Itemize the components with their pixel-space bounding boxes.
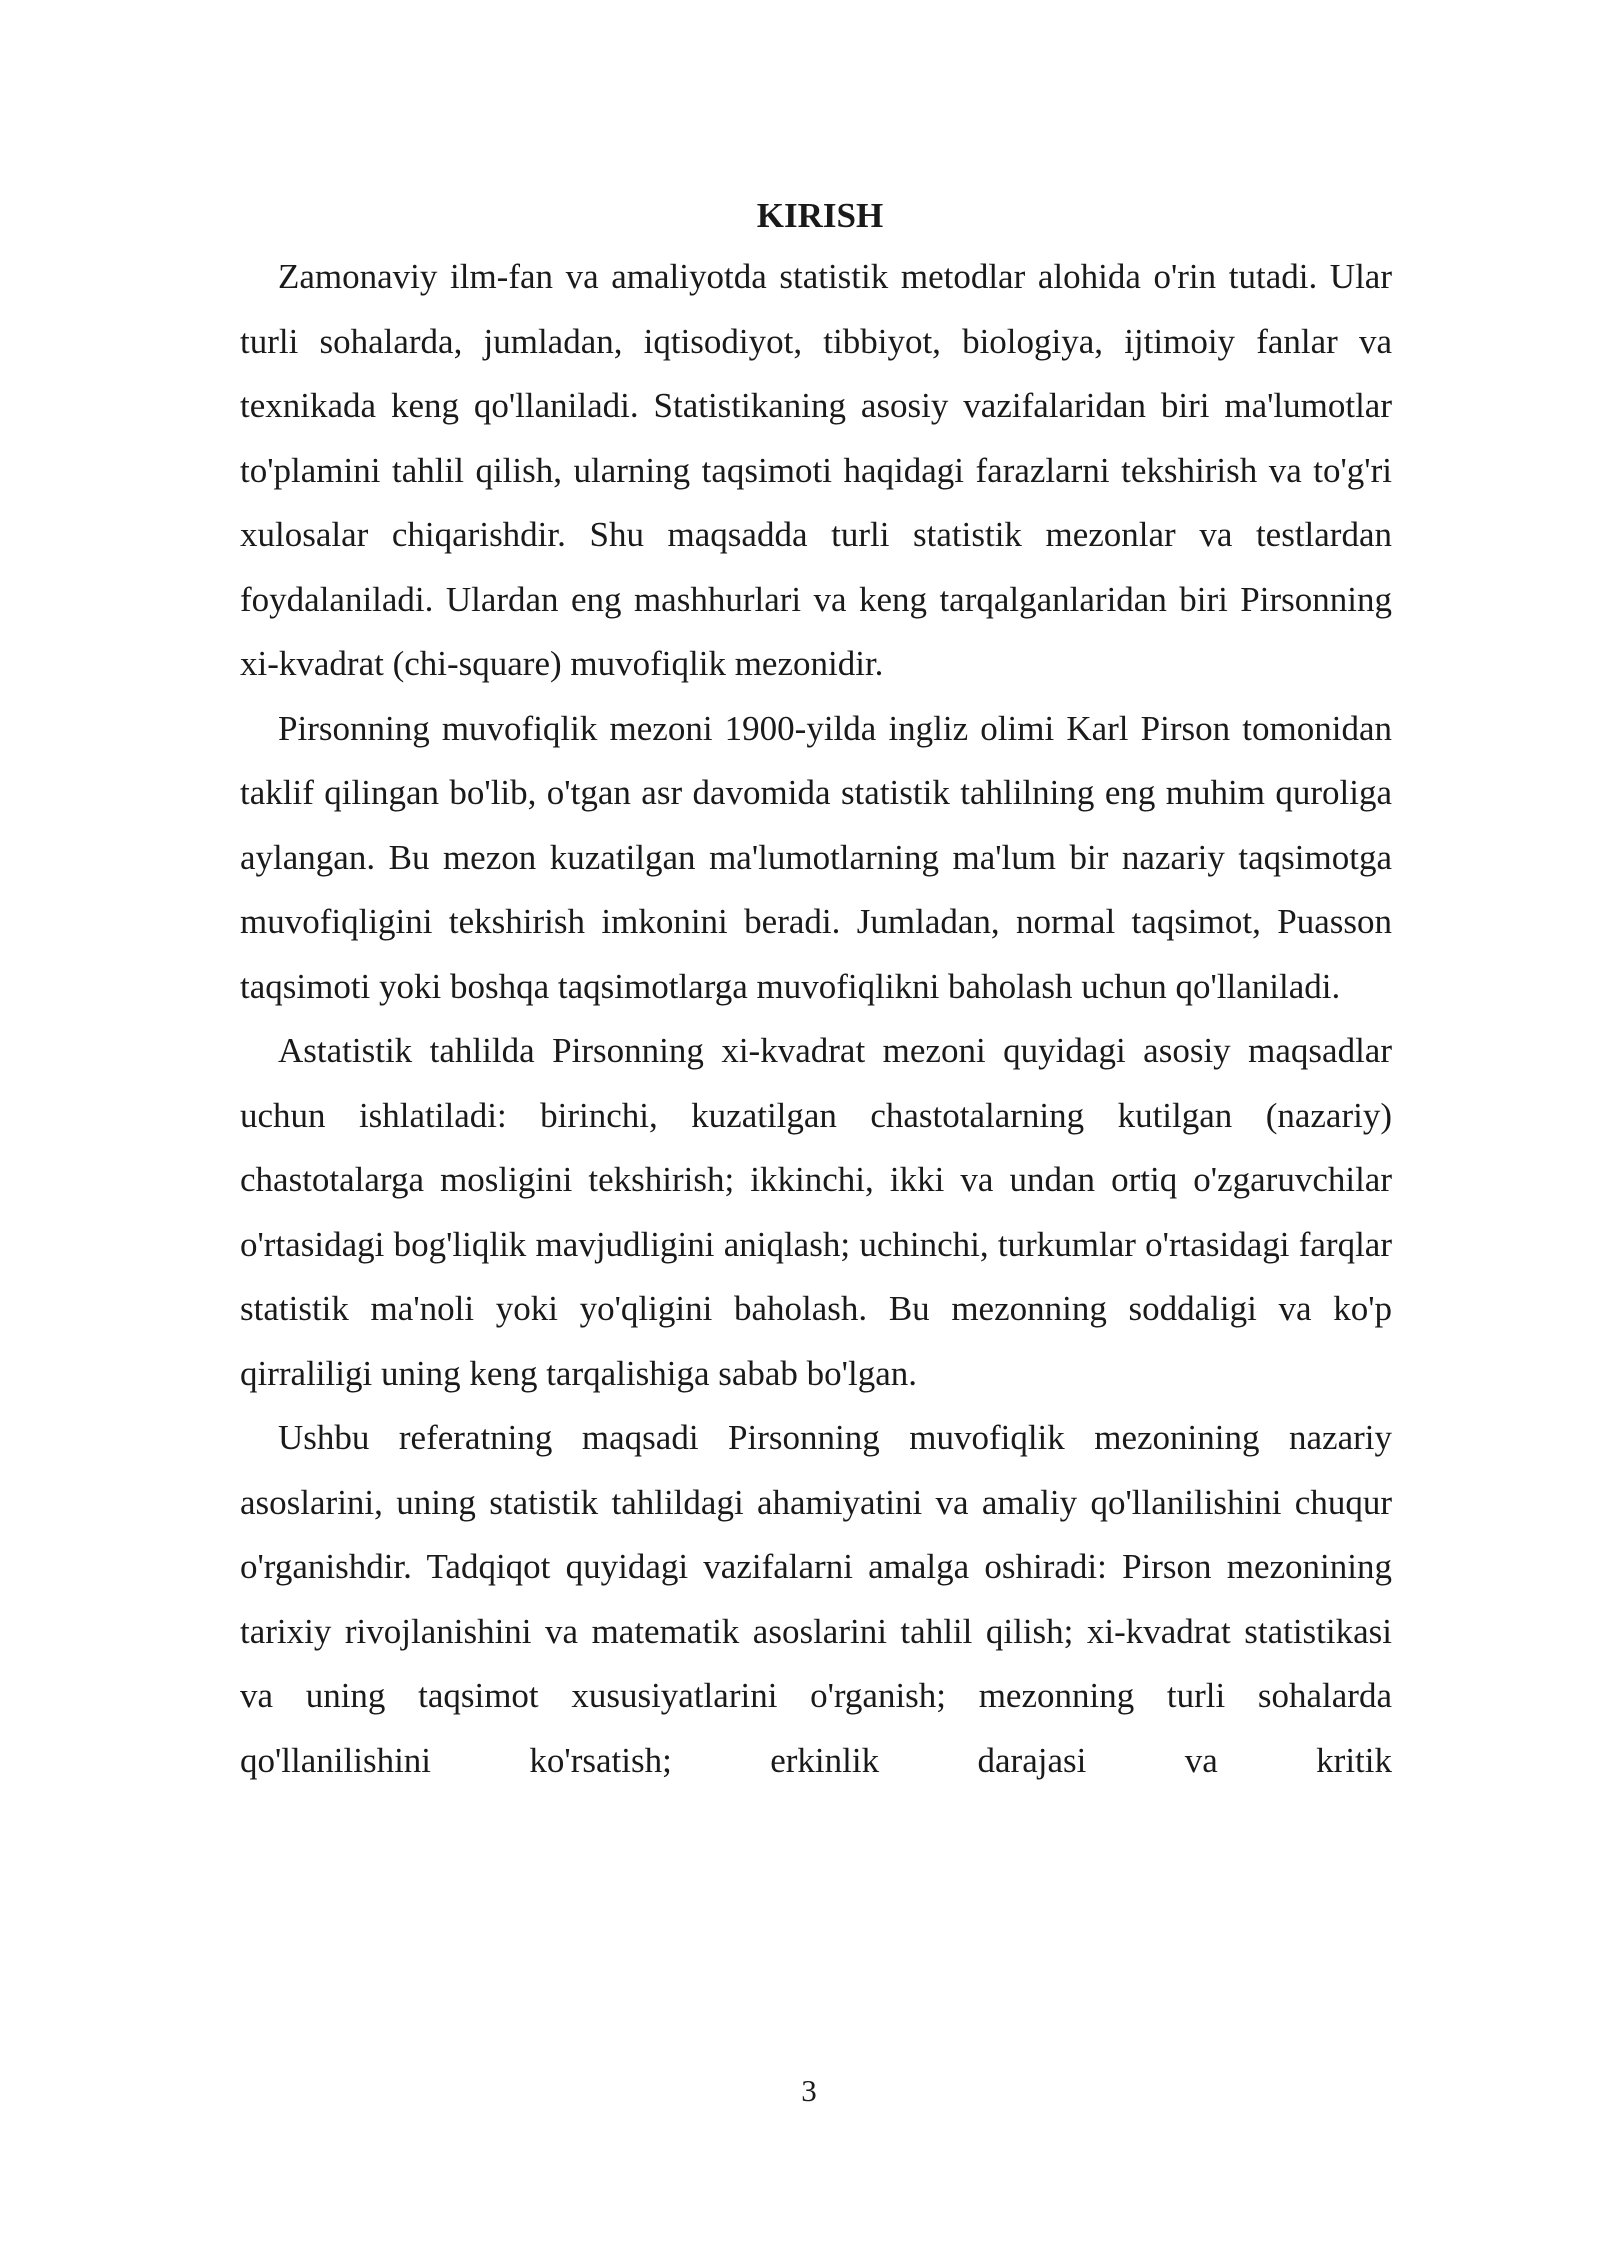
paragraph-2: Pirsonning muvofiqlik mezoni 1900-yilda ingliz olimi Karl Pirson tomonidan taklif qilingan bo'lib, o'tgan asr davomida statistik tahlilning eng muhim quroliga aylangan. Bu mezon kuzatilgan ma'lumotlarning ma'lum bir nazariy taqsimotga muvofiqligini tekshirish imkonini beradi. Jumladan, normal taqsimot, Puasson taqsimoti yoki boshqa taqsimotlarga muvofiqlikni baholash uchun qo'llaniladi.: [240, 708, 1392, 1006]
paragraph-1: Zamonaviy ilm-fan va amaliyotda statistik metodlar alohida o'rin tutadi. Ular turli sohalarda, jumladan, iqtisodiyot, tibbiyot, biologiya, ijtimoiy fanlar va texnikada keng qo'llaniladi. Statistikaning asosiy vazifalaridan biri ma'lumotlar to'plamini tahlil qilish, ularning taqsimoti haqidagi farazlarni tekshirish va to'g'ri xulosalar chiqarishdir. Shu maqsadda turli statistik mezonlar va testlardan foydalaniladi. Ulardan eng mashhurlari va keng tarqalganlaridan biri Pirsonning xi-kvadrat (chi-square) muvofiqlik mezonidir.: [240, 257, 1392, 683]
paragraph-4: Ushbu referatning maqsadi Pirsonning muvofiqlik mezonining nazariy asoslarini, uning statistik tahlildagi ahamiyatini va amaliy qo'llanilishini chuqur o'rganishdir. Tadqiqot quyidagi vazifalarni amalga oshiradi: Pirson mezonining tarixiy rivojlanishini va matematik asoslarini tahlil qilish; xi-kvadrat statistikasi va uning taqsimot xususiyatlarini o'rganish; mezonning turli sohalarda qo'llanilishini ko'rsatish; erkinlik darajasi va kritik: [240, 1418, 1392, 1780]
section-title: KIRISH: [756, 196, 884, 235]
paragraph-3: Astatistik tahlilda Pirsonning xi-kvadrat mezoni quyidagi asosiy maqsadlar uchun ishlatiladi: birinchi, kuzatilgan chastotalarning kutilgan (nazariy) chastotalarga mosligini tekshirish; ikkinchi, ikki va undan ortiq o'zgaruvchilar o'rtasidagi bog'liqlik mavjudligini aniqlash; uchinchi, turkumlar o'rtasidagi farqlar statistik ma'noli yoki yo'qligini baholash. Bu mezonning soddaligi va ko'p qirraliligi uning keng tarqalishiga sabab bo'lgan.: [240, 1031, 1392, 1393]
page-content: [240, 186, 1392, 1793]
page-number: 3: [801, 2073, 817, 2108]
